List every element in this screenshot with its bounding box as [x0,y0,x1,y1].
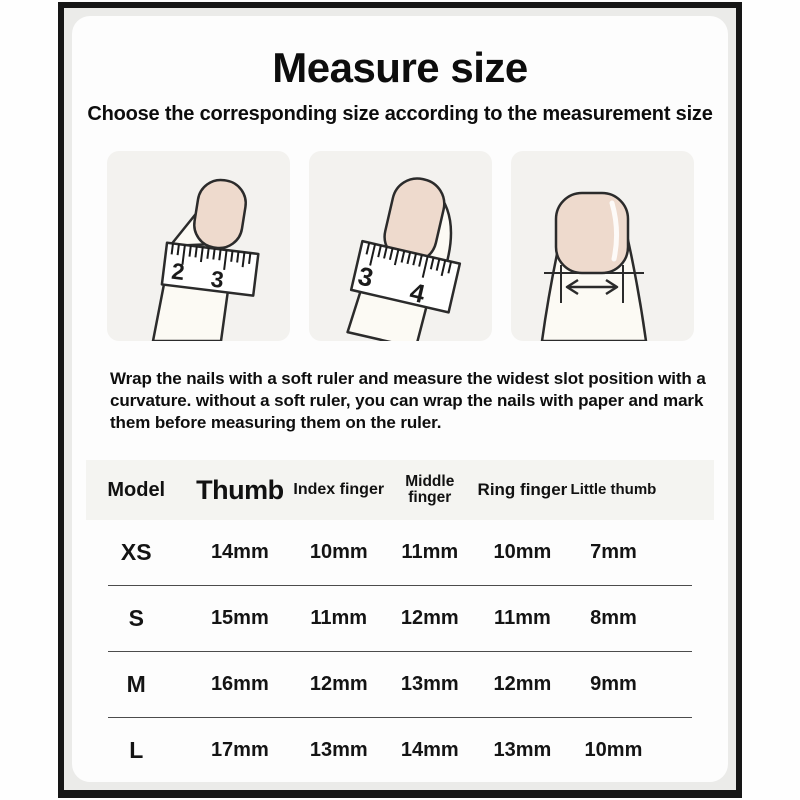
ruler-number: 3 [354,260,376,294]
model-label: S [128,605,144,631]
cell-little: 9mm [590,673,637,695]
column-header-little-thumb: Little thumb [570,481,657,499]
page-title: Measure size [272,44,528,91]
cell-ring: 13mm [493,739,552,761]
illustration-row [72,151,728,341]
finger-ruler-side-icon [107,151,290,341]
table-row-xs [86,520,714,585]
column-header-middle-finger: Middle finger [405,472,455,506]
model-label: M [126,671,146,697]
measuring-instructions: Wrap the nails with a soft ruler and measure the widest slot position with a curvature. without a soft ruler, you can wrap the nails with paper and mark them before measuring them on the ruler. [110,369,706,432]
cell-middle: 13mm [400,673,459,695]
cell-middle: 11mm [401,541,459,563]
black-frame-border [58,2,742,798]
page-subtitle: Choose the corresponding size according to the measurement size [87,103,713,125]
finger-ruler-tilted-icon [309,151,492,341]
cell-little: 10mm [584,739,643,761]
illustration-panel-width-arrow [511,151,694,341]
cell-index: 12mm [309,673,368,695]
ruler-number: 2 [169,257,186,285]
cell-index: 10mm [309,541,368,563]
table-row-m [86,652,714,717]
cell-thumb: 17mm [210,739,269,761]
table-row-l [86,718,714,782]
cell-ring: 12mm [493,673,552,695]
size-table-header [86,460,714,520]
nail-width-icon [511,151,694,341]
ruler-number: 4 [406,276,428,310]
cell-index: 11mm [310,607,368,629]
column-header-ring-finger: Ring finger [477,480,568,500]
cell-thumb: 16mm [210,673,269,695]
table-row-s [86,586,714,651]
illustration-panel-ruler-tilted [309,151,492,341]
cell-little: 7mm [590,541,637,563]
illustration-panel-ruler-side [107,151,290,341]
content-card [72,16,728,782]
size-table [86,460,714,782]
model-label: L [129,737,144,763]
cell-little: 8mm [590,607,637,629]
cell-middle: 12mm [400,607,459,629]
ruler-number: 3 [208,265,225,293]
cell-index: 13mm [309,739,368,761]
cell-thumb: 14mm [210,541,269,563]
column-header-model: Model [107,478,166,501]
cell-thumb: 15mm [210,607,269,629]
model-label: XS [120,539,152,565]
column-header-index-finger: Index finger [293,480,385,498]
column-header-thumb: Thumb [196,474,284,505]
cell-ring: 10mm [493,541,552,563]
cell-ring: 11mm [494,607,551,629]
cell-middle: 14mm [400,739,459,761]
